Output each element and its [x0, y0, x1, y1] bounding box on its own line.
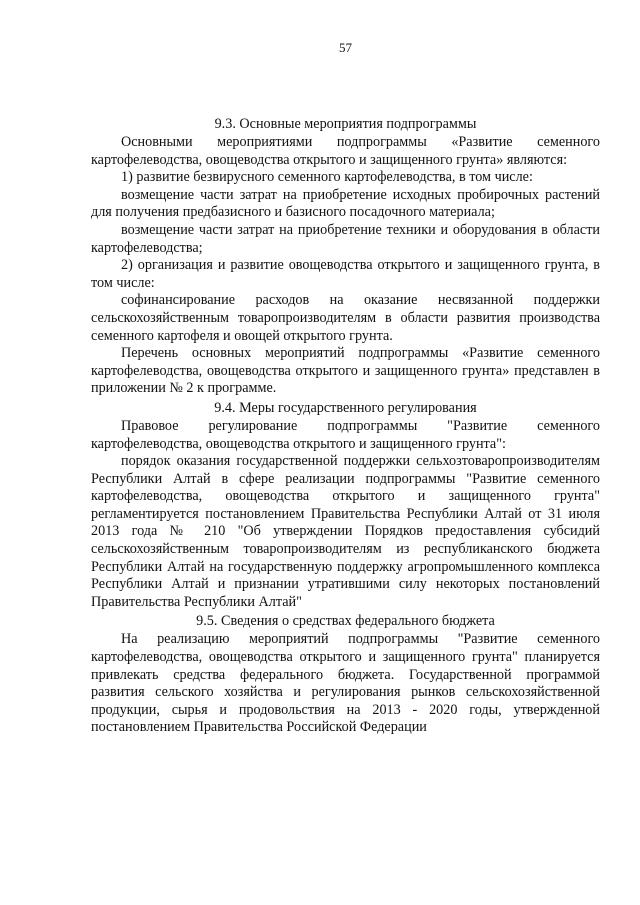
page-number: 57 [339, 40, 352, 55]
paragraph: возмещение части затрат на приобретение техники и оборудования в области картофелеводства; [91, 221, 600, 256]
section-title: 9.5. Сведения о средствах федерального бюджета [196, 613, 495, 630]
section-title: 9.3. Основные мероприятия подпрограммы [214, 116, 477, 132]
section-9-5 [91, 611, 600, 737]
paragraph: Перечень основных мероприятий подпрограммы «Развитие семенного картофелеводства, овощеводства открытого и защищенного грунта» представлен в приложении № 2 к программе. [91, 345, 600, 397]
paragraph: Правовое регулирование подпрограммы "Развитие семенного картофелеводства, овощеводства открытого и защищенного грунта": [91, 417, 600, 452]
paragraph: 2) организация и развитие овощеводства открытого и защищенного грунта, в том числе: [91, 257, 600, 291]
paragraph: возмещение части затрат на приобретение исходных пробирочных растений для получения предбазисного и базисного посадочного материала; [91, 186, 600, 221]
paragraph: На реализацию мероприятий подпрограммы "Развитие семенного картофелеводства, овощеводства открытого и защищенного грунта" планируется привлекать средства федерального бюджета. Государственной программой развития сельского хозяйства и регулирования рынков сельскохозяйственной продукции, сырья и продовольствия на 2013 - 2020 годы, утвержденной постановлением Правительства Российской Федерации [91, 631, 600, 736]
paragraph: 1) развитие безвирусного семенного картофелеводства, в том числе: [121, 169, 533, 186]
paragraph: софинансирование расходов на оказание несвязанной поддержки сельскохозяйственным товаропроизводителям в области развития производства семенного картофеля и овощей открытого грунта. [91, 292, 600, 344]
section-title: 9.4. Меры государственного регулирования [214, 399, 477, 416]
section-9-3 [91, 114, 600, 398]
paragraph: Основными мероприятиями подпрограммы «Развитие семенного картофелеводства, овощеводства открытого и защищенного грунта» являются: [91, 134, 600, 168]
paragraph: порядок оказания государственной поддержки сельхозтоваропроизводителям Республики Алтай в сфере реализации подпрограммы "Развитие семенного картофелеводства, овощеводства открытого и защищенного грунта" регламентируется постановлением Правительства Республики Алтай от 31 июля 2013 года № 210 "Об утверждении Порядков предоставления субсидий сельскохозяйственным товаропроизводителям из республиканского бюджета Республики Алтай на государственную поддержку агропромышленного комплекса Республики Алтай и признании утратившими силу некоторых постановлений Правительства Республики Алтай" [91, 453, 600, 610]
section-9-4 [91, 398, 600, 612]
